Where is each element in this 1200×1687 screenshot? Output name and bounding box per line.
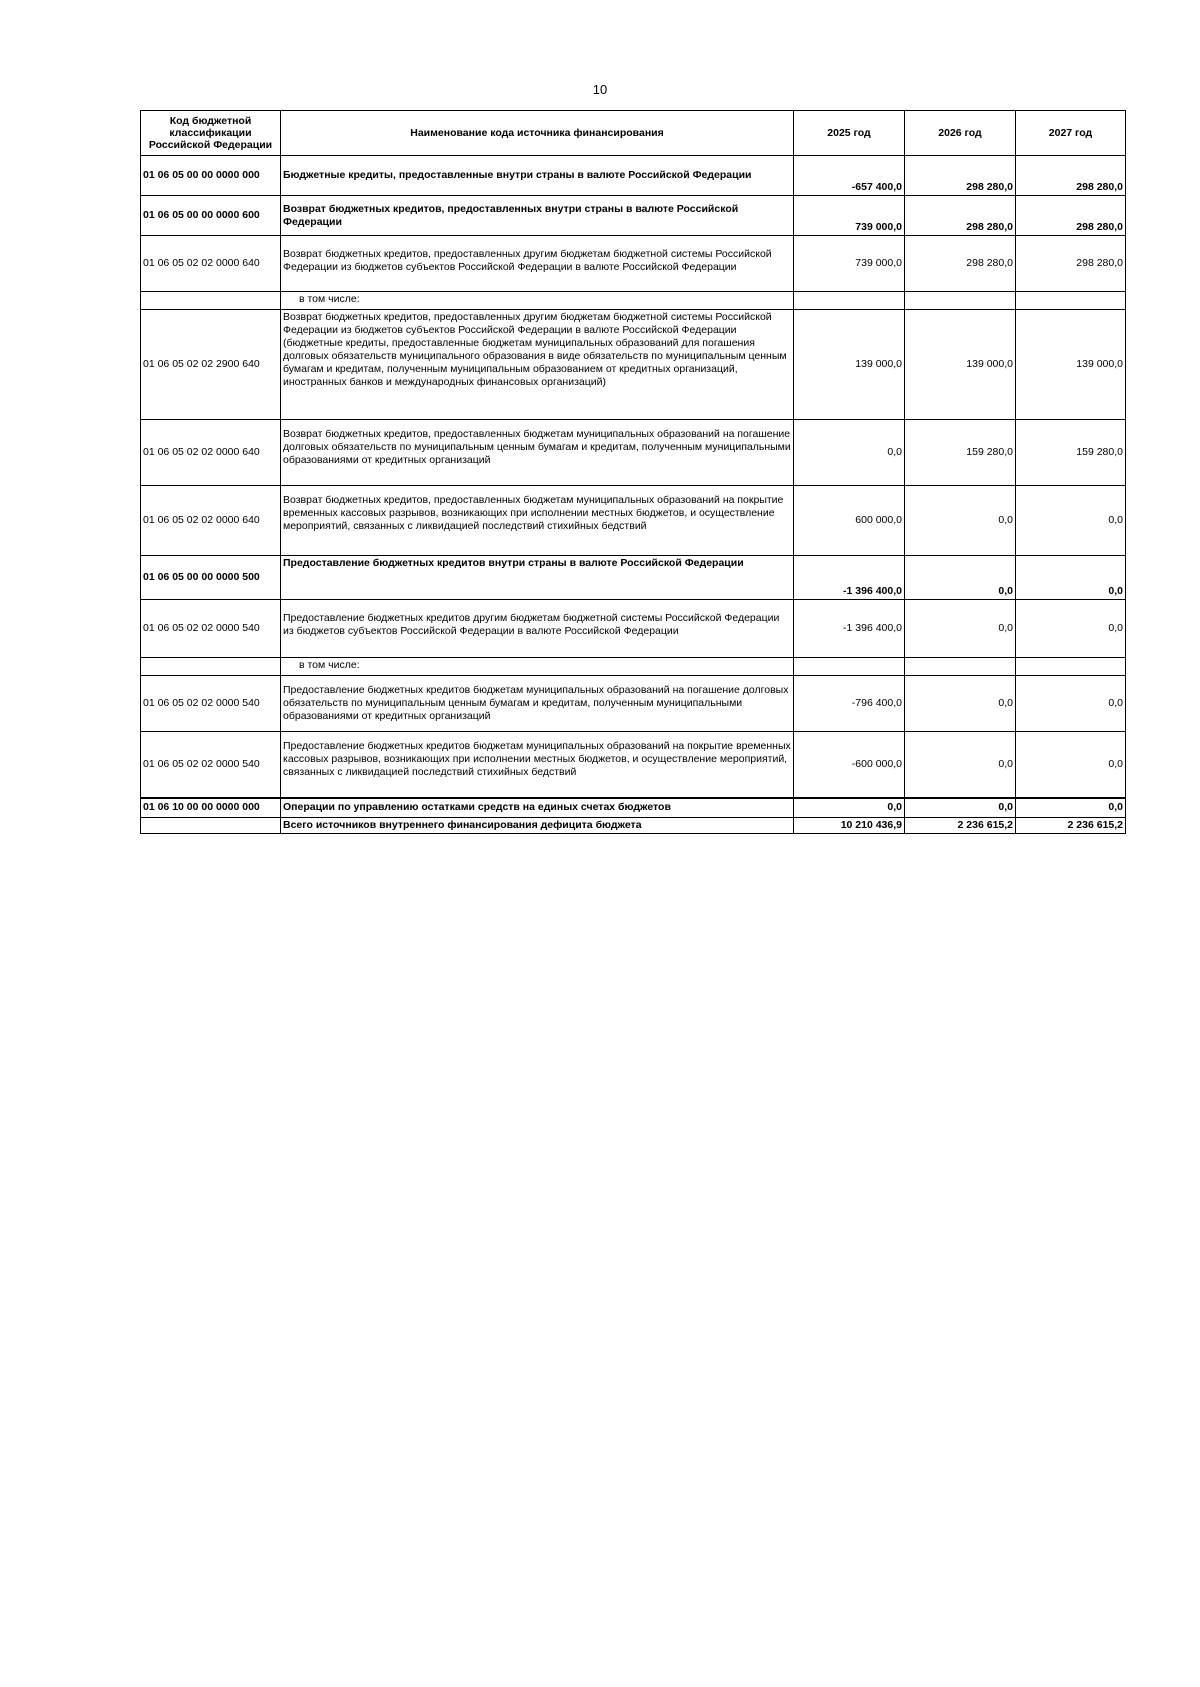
row-code: 01 06 05 00 00 0000 000 <box>141 156 281 196</box>
row-name: Операции по управлению остатками средств на единых счетах бюджетов <box>281 798 794 818</box>
header-2027: 2027 год <box>1016 111 1126 156</box>
row-name: Возврат бюджетных кредитов, предоставленных бюджетам муниципальных образований на покрытие временных кассовых разрывов, возникающих при исполнении местных бюджетов, и осуществление мероприятий, связанных с ликвидацией последствий стихийных бедствий <box>281 486 794 556</box>
row-name: Предоставление бюджетных кредитов бюджетам муниципальных образований на покрытие временных кассовых разрывов, возникающих при исполнении местных бюджетов, и осуществление мероприятий, связанных с ликвидацией последствий стихийных бедствий <box>281 732 794 798</box>
row-name: Бюджетные кредиты, предоставленные внутри страны в валюте Российской Федерации <box>281 156 794 196</box>
header-2026: 2026 год <box>905 111 1016 156</box>
row-code: 01 06 05 02 02 0000 540 <box>141 676 281 732</box>
row-value-2025: 0,0 <box>794 798 905 818</box>
row-code: 01 06 05 00 00 0000 500 <box>141 556 281 600</box>
row-name: Предоставление бюджетных кредитов другим бюджетам бюджетной системы Российской Федерации из бюджетов субъектов Российской Федерации в валюте Российской Федерации <box>281 600 794 658</box>
row-value-2026: 0,0 <box>905 798 1016 818</box>
table-row <box>141 196 1126 236</box>
row-value-2027: 298 280,0 <box>1016 156 1126 196</box>
including-label: в том числе: <box>281 292 794 310</box>
grand-total-label: Всего источников внутреннего финансирования дефицита бюджета <box>281 818 794 834</box>
table-row <box>141 732 1126 798</box>
row-code: 01 06 05 02 02 0000 640 <box>141 420 281 486</box>
table-row <box>141 676 1126 732</box>
row-name: Возврат бюджетных кредитов, предоставленных внутри страны в валюте Российской Федерации <box>281 196 794 236</box>
row-value-2027: 0,0 <box>1016 676 1126 732</box>
row-value-2025: 139 000,0 <box>794 310 905 420</box>
table-row <box>141 486 1126 556</box>
row-value-2027: 0,0 <box>1016 732 1126 798</box>
row-name: Предоставление бюджетных кредитов внутри страны в валюте Российской Федерации <box>281 556 794 600</box>
table-header-row <box>141 111 1126 156</box>
table-row <box>141 420 1126 486</box>
table-row <box>141 798 1126 818</box>
row-value-2027: 0,0 <box>1016 486 1126 556</box>
header-code: Код бюджетной классификации Российской Федерации <box>141 111 281 156</box>
row-code: 01 06 05 02 02 0000 640 <box>141 486 281 556</box>
row-value-2026: 159 280,0 <box>905 420 1016 486</box>
row-code: 01 06 05 02 02 0000 540 <box>141 600 281 658</box>
row-value-2026: 298 280,0 <box>905 196 1016 236</box>
row-value-2027: 298 280,0 <box>1016 196 1126 236</box>
grand-total-2025: 10 210 436,9 <box>794 818 905 834</box>
row-value-2027: 0,0 <box>1016 798 1126 818</box>
row-value-2025: -600 000,0 <box>794 732 905 798</box>
row-value-2026: 0,0 <box>905 732 1016 798</box>
row-code: 01 06 05 02 02 0000 640 <box>141 236 281 292</box>
table-row <box>141 600 1126 658</box>
row-value-2025: -657 400,0 <box>794 156 905 196</box>
row-value-2026: 139 000,0 <box>905 310 1016 420</box>
row-code: 01 06 05 00 00 0000 600 <box>141 196 281 236</box>
table-row <box>141 310 1126 420</box>
row-value-2027: 0,0 <box>1016 600 1126 658</box>
grand-total-2026: 2 236 615,2 <box>905 818 1016 834</box>
row-code: 01 06 10 00 00 0000 000 <box>141 798 281 818</box>
row-value-2027: 0,0 <box>1016 556 1126 600</box>
table-row <box>141 556 1126 600</box>
row-value-2027: 298 280,0 <box>1016 236 1126 292</box>
including-row <box>141 658 1126 676</box>
row-value-2027: 139 000,0 <box>1016 310 1126 420</box>
page-number: 10 <box>592 82 608 97</box>
row-name: Возврат бюджетных кредитов, предоставленных бюджетам муниципальных образований на погашение долговых обязательств по муниципальным ценным бумагам и кредитам, полученным муниципальными образованиями от кредитных организаций <box>281 420 794 486</box>
row-value-2026: 298 280,0 <box>905 156 1016 196</box>
row-value-2027: 159 280,0 <box>1016 420 1126 486</box>
row-value-2026: 0,0 <box>905 556 1016 600</box>
row-value-2026: 298 280,0 <box>905 236 1016 292</box>
row-value-2025: 600 000,0 <box>794 486 905 556</box>
row-value-2025: -1 396 400,0 <box>794 556 905 600</box>
row-value-2026: 0,0 <box>905 676 1016 732</box>
header-2025: 2025 год <box>794 111 905 156</box>
row-value-2025: 739 000,0 <box>794 236 905 292</box>
row-name: Возврат бюджетных кредитов, предоставленных другим бюджетам бюджетной системы Российской Федерации из бюджетов субъектов Российской Федерации в валюте Российской Федерации (бюджетные кредиты, предоставленные бюджетам муниципальных образований для погашения долговых обязательств муниципального образования в виде обязательств по муниципальным ценным бумагам и кредитам, полученным муниципальным образованием от кредитных организаций, иностранных банков и международных финансовых организаций) <box>281 310 794 420</box>
table-row <box>141 156 1126 196</box>
row-value-2026: 0,0 <box>905 600 1016 658</box>
budget-sources-table <box>140 110 1126 834</box>
row-value-2025: -1 396 400,0 <box>794 600 905 658</box>
grand-total-row <box>141 818 1126 834</box>
row-name: Возврат бюджетных кредитов, предоставленных другим бюджетам бюджетной системы Российской Федерации из бюджетов субъектов Российской Федерации в валюте Российской Федерации <box>281 236 794 292</box>
row-value-2026: 0,0 <box>905 486 1016 556</box>
header-name: Наименование кода источника финансирования <box>281 111 794 156</box>
table-row <box>141 236 1126 292</box>
row-value-2025: 739 000,0 <box>794 196 905 236</box>
grand-total-2027: 2 236 615,2 <box>1016 818 1126 834</box>
row-code <box>141 818 281 834</box>
including-row <box>141 292 1126 310</box>
row-code: 01 06 05 02 02 2900 640 <box>141 310 281 420</box>
row-code: 01 06 05 02 02 0000 540 <box>141 732 281 798</box>
row-value-2025: 0,0 <box>794 420 905 486</box>
row-value-2025: -796 400,0 <box>794 676 905 732</box>
including-label: в том числе: <box>281 658 794 676</box>
row-name: Предоставление бюджетных кредитов бюджетам муниципальных образований на погашение долговых обязательств по муниципальным ценным бумагам и кредитам, полученным муниципальными образованиями от кредитных организаций <box>281 676 794 732</box>
